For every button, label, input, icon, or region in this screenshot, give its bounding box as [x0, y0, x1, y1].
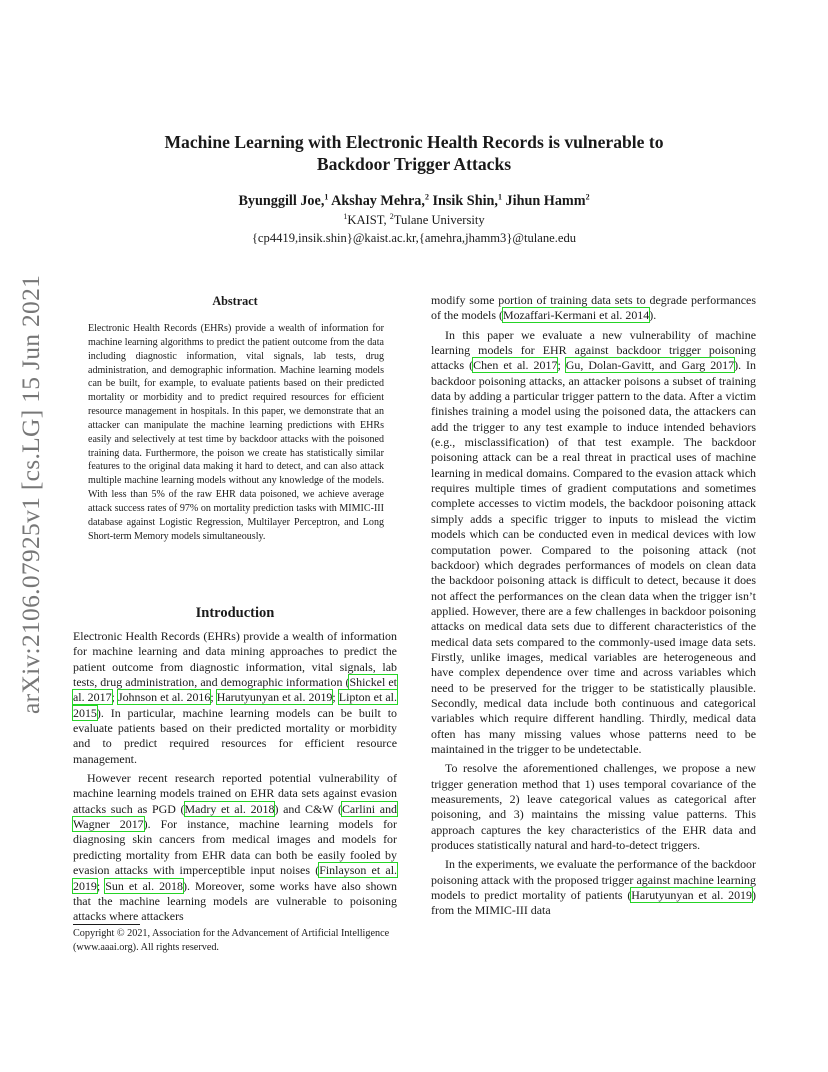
citation-link[interactable]: Lipton et al. 2015 — [73, 690, 397, 720]
citation-link[interactable]: Chen et al. 2017 — [473, 358, 558, 373]
affiliation-mark: 2 — [389, 211, 394, 221]
paragraph-text: ). In particular, machine learning models can be built to evaluate patients based on their predicted mortality or morbidity and to predict required resources for efficient resource management. — [73, 705, 397, 766]
affiliation-mark: 2 — [585, 192, 590, 202]
author-name: Akshay Mehra, — [331, 193, 425, 209]
paragraph-text: However recent research reported potential vulnerability of machine learning models trained on EHR data sets against evasion attacks such as PGD ( — [73, 771, 397, 816]
paragraph — [431, 857, 756, 918]
author-name: Byunggill Joe, — [238, 193, 325, 209]
paragraph — [431, 328, 756, 758]
introduction-heading: Introduction — [195, 605, 275, 621]
paragraph-text: ; — [96, 878, 106, 893]
paragraph-text: ; — [557, 358, 566, 373]
paragraph-text: In the experiments, we evaluate the performance of the backdoor poisoning attack with the proposed trigger against machine learning models to predict mortality of patients ( — [431, 857, 756, 903]
author-list — [118, 192, 710, 210]
author-name: Insik Shin, — [432, 193, 498, 209]
citation-link[interactable]: Gu, Dolan-Gavitt, and Garg 2017 — [565, 358, 735, 373]
paragraph-text: Electronic Health Records (EHRs) provide a wealth of information for machine learning and data mining approaches to predict the patient outcome from diagnostic information, vital signals, lab tests, drug administration, and demographic information ( — [73, 629, 397, 690]
paragraph-text: ) and C&W ( — [274, 801, 342, 816]
paragraph-text: ; — [210, 690, 217, 705]
paragraph — [73, 629, 397, 767]
paragraph-text: ). Moreover, some works have also shown that the machine learning models are vulnerable to poisoning attacks where attackers — [73, 878, 397, 924]
paragraph-text: modify some portion of training data sets to degrade performances of the models ( — [431, 293, 756, 323]
paper-title — [118, 131, 710, 175]
left-column-body — [73, 629, 397, 925]
affiliation-mark: 1 — [324, 192, 329, 202]
citation-link[interactable]: Sun et al. 2018 — [105, 878, 183, 893]
citation-link[interactable]: Mozaffari-Kermani et al. 2014 — [502, 308, 650, 323]
affiliations — [118, 212, 710, 229]
affiliation-name: Tulane University — [393, 213, 485, 227]
paragraph-text: ). For instance, machine learning models for diagnosing skin cancers from medical images and models for predicting mortality from EHR data can both be easily fooled by evasion attacks with imperceptible input noises ( — [73, 817, 397, 878]
footnote-rule — [73, 924, 140, 925]
citation-link[interactable]: Shickel et al. 2017 — [73, 675, 397, 705]
paragraph-text: ). In backdoor poisoning attacks, an attacker poisons a subset of training data by adding a particular trigger pattern to the data. After a victim finishes training a model using the poisoned data, the attackers can add the trigger to any test example to induce intended behaviors (e.g., misclassification) of that test example. The backdoor poisoning attack can be a real threat in practical uses of machine learning in medical domains. Compared to the evasion attack which requires multiple times of gradient computations and sometimes complete accesses to victim models, the backdoor poisoning attack simply adds a specific trigger to inputs to mislead the victim models which can be conducted even in medical devices with low computation power. Compared to the poisoning attack (not backdoor) which degrades performances of models on clean data the backdoor poisoning attack is difficult to detect, because it does not affect the performances on the clean data when the trigger isn’t applied. However, there are a few challenges in backdoor poisoning attacks on medical data sets due to different characteristics of the medical data sets compared to the commonly-used image data sets. Firstly, unlike images, medical variables are heterogeneous and have complex dependence over time and across variables which need to be preserved for the trigger to be statistically plausible. Secondly, medical data include both continuous and categorical variables which require different handling. Thirdly, medical data often has many missing values whose patterns need to be maintained in the trigger to be undetectable. — [431, 358, 757, 756]
citation-link[interactable]: Harutyunyan et al. 2019 — [216, 690, 333, 705]
paragraph — [431, 293, 756, 324]
copyright-footnote: Copyright © 2021, Association for the Advancement of Artificial Intelligence (www.aaai.org). All rights reserved. — [73, 928, 390, 953]
citation-link[interactable]: Harutyunyan et al. 2019 — [631, 888, 752, 903]
abstract-heading: Abstract — [212, 294, 258, 308]
author-name: Jihun Hamm — [505, 193, 586, 209]
paragraph-text: ). — [649, 308, 657, 323]
title-line-1: Machine Learning with Electronic Health Records is vulnerable to — [164, 132, 664, 152]
abstract-text: Electronic Health Records (EHRs) provide a wealth of information for machine learning algorithms to predict the patient outcome from the data including diagnostic information, vital signals, lab tests, drug administration, and demographic information. Machine learning models can be built, for example, to evaluate patients based on their predicted mortality or morbidity and to predict required resources for efficient resource management in hospitals. In this paper, we demonstrate that an attacker can manipulate the machine learning predictions with EHRs easily and selectively at test time by backdoor attacks with the poisoned training data. Furthermore, the poison we create has statistically similar features to the original data making it hard to detect, and can also attack multiple machine learning models without any knowledge of the models. With less than 5% of the raw EHR data poisoned, we achieve average attack success rates of 97% on mortality prediction tasks with MIMIC-III database against Logistic Regression, Multilayer Perceptron, and Long Short-term Memory models simultaneously. — [88, 323, 384, 542]
paragraph-text: In this paper we evaluate a new vulnerability of machine learning models for EHR against backdoor trigger poisoning attacks ( — [431, 327, 756, 373]
citation-link[interactable]: Johnson et al. 2016 — [117, 690, 211, 705]
citation-link[interactable]: Carlini and Wagner 2017 — [73, 801, 398, 832]
author-emails: {cp4419,insik.shin}@kaist.ac.kr,{amehra,jhamm3}@tulane.edu — [251, 231, 577, 245]
paragraph — [73, 771, 397, 924]
paragraph-text: ; — [332, 690, 339, 705]
affiliation-mark: 1 — [343, 211, 348, 221]
affiliation-mark: 1 — [497, 192, 502, 202]
citation-link[interactable]: Madry et al. 2018 — [184, 801, 275, 816]
paragraph: To resolve the aforementioned challenges, we propose a new trigger generation method that 1) uses temporal covariance of the measurements, 2) leave categorical values as categorical after poisoning, and 3) maintains the missing value patterns. This approach captures the key characteristics of the EHR data and produces statistically natural and hard-to-detect triggers. — [431, 761, 756, 853]
affiliation-mark: 2 — [424, 192, 429, 202]
right-column-body — [431, 293, 756, 919]
affiliation-name: KAIST, — [347, 213, 387, 227]
paragraph-text: ) from the MIMIC-III data — [431, 888, 756, 918]
arxiv-identifier: arXiv:2106.07925v1 [cs.LG] 15 Jun 2021 — [16, 274, 45, 714]
citation-link[interactable]: Finlayson et al. 2019 — [73, 863, 397, 893]
title-line-2: Backdoor Trigger Attacks — [316, 154, 512, 174]
paragraph-text: ; — [111, 690, 118, 705]
